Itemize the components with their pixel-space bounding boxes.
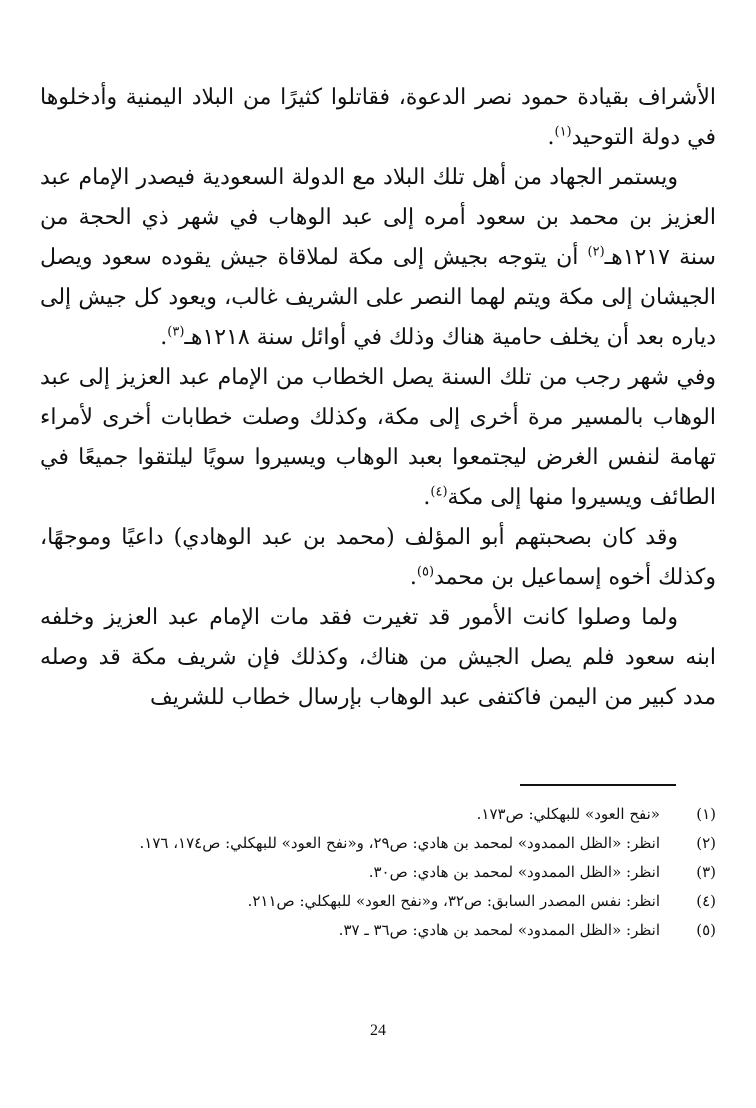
paragraph-1 [40,78,716,158]
footnotes [40,800,716,945]
footnote-number: (٤) [696,892,716,910]
footnote-ref: (١) [554,124,572,140]
page-number: 24 [370,1022,386,1039]
paragraph-text: ولما وصلوا كانت الأمور قد تغيرت فقد مات الإمام عبد العزيز وخلفه ابنه سعود فلم يصل الجيش من هناك، وكذلك فإن شريف مكة قد وصله مدد كبير من اليمن فاكتفى عبد الوهاب بإرسال خطاب للشريف [40,605,716,710]
footnote-ref: (٥) [416,564,435,580]
paragraph-3 [40,358,716,518]
paragraph-text: الأشراف بقيادة حمود نصر الدعوة، فقاتلوا كثيرًا من البلاد اليمنية وأدخلوها في دولة التوحيد [40,85,716,150]
sentence-end: . [160,325,168,350]
paragraph-5 [40,598,716,718]
footnote-text: انظر: «الظل الممدود» لمحمد بن هادي: ص٣٠. [368,863,660,881]
footnote-number: (٣) [696,863,716,881]
footnote-text: «نفح العود» للبهكلي: ص١٧٣. [476,805,660,823]
footnote-ref: (٣) [167,324,185,340]
paragraph-4 [40,518,716,598]
footnote-ref: (٤) [430,484,448,500]
sentence-end: . [409,565,417,590]
footnote-1 [40,800,716,829]
paragraph-text-continued: أن يتوجه بجيش إلى مكة لملاقاة جيش يقوده سعود ويصل الجيشان إلى مكة ويتم لهما النصر على الشريف غالب، ويعود كل جيش إلى دياره بعد أن يخلف حامية هناك وذلك في أوائل سنة ١٢١٨هـ [40,245,716,350]
footnote-number: (٢) [696,834,716,852]
paragraph-text: وفي شهر رجب من تلك السنة يصل الخطاب من الإمام عبد العزيز إلى عبد الوهاب بالمسير مرة أخرى إلى مكة، وكذلك وصلت خطابات أخرى لأمراء تهامة لنفس الغرض ليجتمعوا بعبد الوهاب ويسيروا سويًا ليلتقوا جميعًا في الطائف ويسيروا منها إلى مكة [40,365,716,510]
paragraph-text: ويستمر الجهاد من أهل تلك البلاد مع الدولة السعودية فيصدر الإمام عبد العزيز بن محمد بن سعود أمره إلى عبد الوهاب في شهر ذي الحجة من سنة ١٢١٧هـ [40,165,716,270]
paragraph-text: وقد كان بصحبتهم أبو المؤلف (محمد بن عبد الوهادي) داعيًا وموجهًا، وكذلك أخوه إسماعيل بن محمد [40,525,716,590]
footnote-ref: (٢) [587,244,605,260]
paragraph-2 [40,158,716,358]
footnote-number: (٥) [696,921,716,939]
footnote-number: (١) [696,805,716,823]
footnote-text: انظر: «الظل الممدود» لمحمد بن هادي: ص٣٦ ـ ٣٧. [338,921,660,939]
footnote-text: انظر: نفس المصدر السابق: ص٣٢، و«نفح العود» للبهكلي: ص٢١١. [247,892,660,910]
footnote-text: انظر: «الظل الممدود» لمحمد بن هادي: ص٢٩، و«نفح العود» للبهكلي: ص١٧٤، ١٧٦. [139,834,660,852]
footnote-4 [40,887,716,916]
footnote-3 [40,858,716,887]
footnote-5 [40,916,716,945]
sentence-end: . [547,125,555,150]
footnote-2 [40,829,716,858]
footnote-separator [520,784,676,786]
main-text [40,78,716,718]
sentence-end: . [423,485,431,510]
